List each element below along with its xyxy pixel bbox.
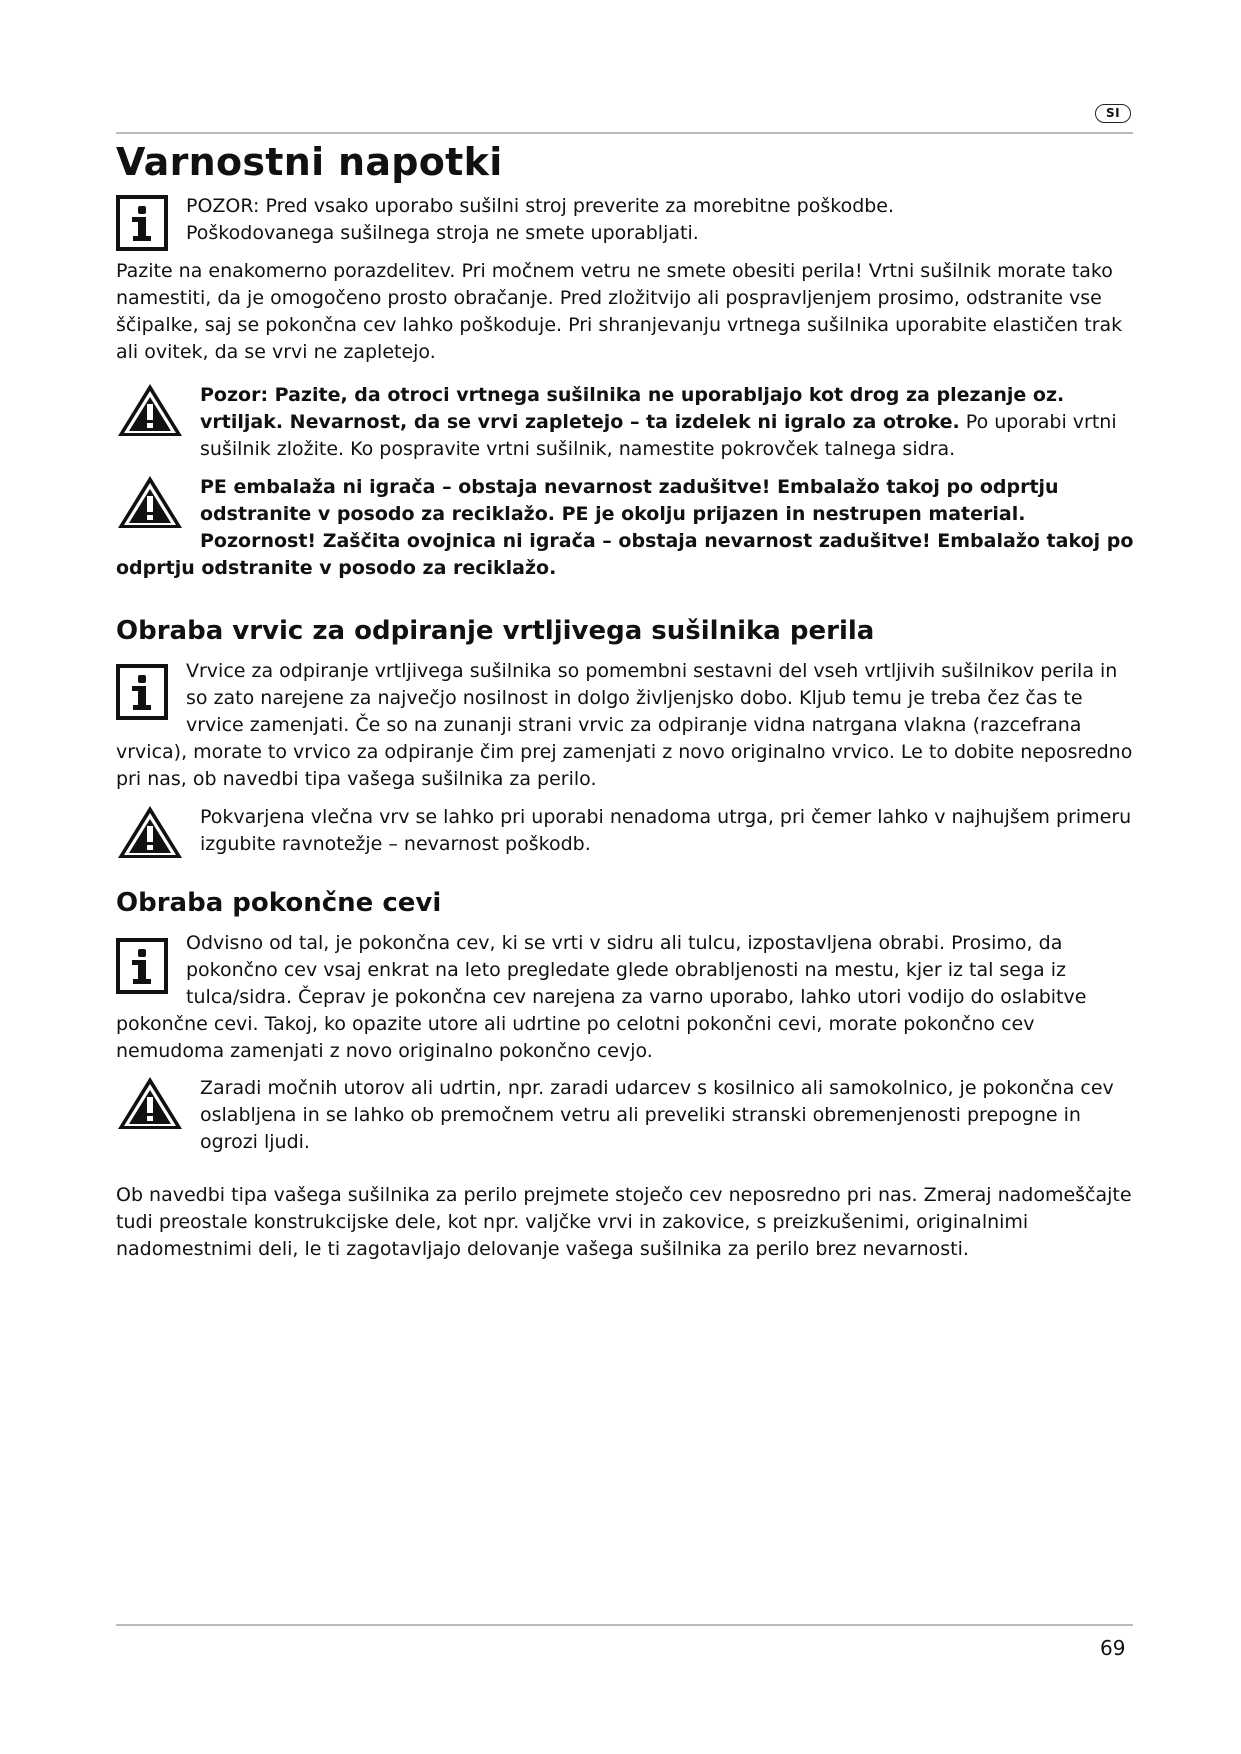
section-heading-cords: Obraba vrvic za odpiranje vrtljivega sušilnika perila — [116, 616, 875, 646]
warning-pole — [116, 1075, 1138, 1156]
warning-children-normal: Po uporabi vrtni sušilnik zložite. Ko pospravite vrtni sušilnik, namestite pokrovček talnega sidra. — [200, 411, 1117, 460]
warning-packaging-text: PE embalaža ni igrača – obstaja nevarnost zadušitve! Embalažo takoj po odprtju odstranite v posodo za reciklažo. PE je okolju prijazen in nestrupen material. Pozornost! Zaščita ovojnica ni igrača – obstaja nevarnost zadušitve! Embalažo takoj po odprtju odstranite v posodo za reciklažo. — [116, 476, 1134, 579]
info-icon — [116, 664, 168, 720]
info-notice-cords — [116, 658, 1138, 793]
warning-cord — [116, 804, 1138, 862]
footer-rule — [116, 1624, 1133, 1626]
info-notice-1 — [116, 193, 1138, 257]
paragraph-distribution — [116, 258, 1138, 366]
warning-icon — [116, 382, 184, 438]
info-notice-pole — [116, 930, 1138, 1065]
page-number: 69 — [1100, 1636, 1126, 1660]
language-badge: SI — [1095, 104, 1131, 123]
info-notice-pole-text: Odvisno od tal, je pokončna cev, ki se vrti v sidru ali tulcu, izpostavljena obrabi. Prosimo, da pokončno cev vsaj enkrat na leto pregledate glede obrabljenosti na mestu, kjer iz tal sega iz tulca/sidra. Čeprav je pokončna cev narejena za varno uporabo, lahko utori vodijo do oslabitve pokončne cevi. Takoj, ko opazite utore ali udrtine po celotni pokončni cevi, morate pokončno cev nemudoma zamenjati z novo originalno pokončno cevjo. — [116, 932, 1087, 1062]
header-rule — [116, 132, 1133, 134]
info-notice-cords-text: Vrvice za odpiranje vrtljivega sušilnika so pomembni sestavni del vseh vrtljivih sušilnikov perila in so zato narejene za največjo nosilnost in dolgo življenjsko dobo. Kljub temu je treba čez čas te vrvice zamenjati. Če so na zunanji strani vrvic za odpiranje vidna natrgana vlakna (razcefrana vrvica), morate to vrvico za odpiranje čim prej zamenjati z novo originalno vrvico. Le to dobite neposredno pri nas, ob navedbi tipa vašega sušilnika za perilo. — [116, 660, 1133, 790]
warning-children — [116, 382, 1138, 463]
paragraph-replacement-text: Ob navedbi tipa vašega sušilnika za perilo prejmete stoječo cev neposredno pri nas. Zmeraj nadomeščajte tudi preostale konstrukcijske dele, kot npr. valjčke vrvi in zakovice, s preizkušenimi, originalnimi nadomestnimi deli, le ti zagotavljajo delovanje vašega sušilnika za perilo brez nevarnosti. — [116, 1184, 1132, 1260]
info-icon — [116, 195, 168, 251]
info-notice-1-line2: Poškodovanega sušilnega stroja ne smete uporabljati. — [186, 222, 699, 244]
warning-pole-text: Zaradi močnih utorov ali udrtin, npr. zaradi udarcev s kosilnico ali samokolnico, je pokončna cev oslabljena in se lahko ob premočnem vetru ali preveliki stranski obremenjenosti prepogne in ogrozi ljudi. — [200, 1077, 1114, 1153]
warning-icon — [116, 804, 184, 860]
warning-icon — [116, 1075, 184, 1131]
paragraph-replacement — [116, 1182, 1138, 1263]
warning-cord-text: Pokvarjena vlečna vrv se lahko pri uporabi nenadoma utrga, pri čemer lahko v najhujšem primeru izgubite ravnotežje – nevarnost poškodb. — [200, 806, 1132, 855]
info-notice-1-line1: POZOR: Pred vsako uporabo sušilni stroj preverite za morebitne poškodbe. — [186, 195, 895, 217]
info-icon — [116, 938, 168, 994]
paragraph-text: Pazite na enakomerno porazdelitev. Pri močnem vetru ne smete obesiti perila! Vrtni sušilnik morate tako namestiti, da je omogočeno prosto obračanje. Pred zložitvijo ali pospravljenjem prosimo, odstranite vse ščipalke, saj se pokončna cev lahko poškoduje. Pri shranjevanju vrtnega sušilnika uporabite elastičen trak ali ovitek, da se vrvi ne zapletejo. — [116, 260, 1123, 363]
warning-packaging — [116, 474, 1138, 582]
page-title: Varnostni napotki — [116, 140, 503, 184]
section-heading-pole: Obraba pokončne cevi — [116, 888, 442, 918]
warning-children-bold: Pozor: Pazite, da otroci vrtnega sušilnika ne uporabljajo kot drog za plezanje oz. vrtiljak. Nevarnost, da se vrvi zapletejo – ta izdelek ni igralo za otroke. — [200, 384, 1065, 433]
warning-icon — [116, 474, 184, 530]
